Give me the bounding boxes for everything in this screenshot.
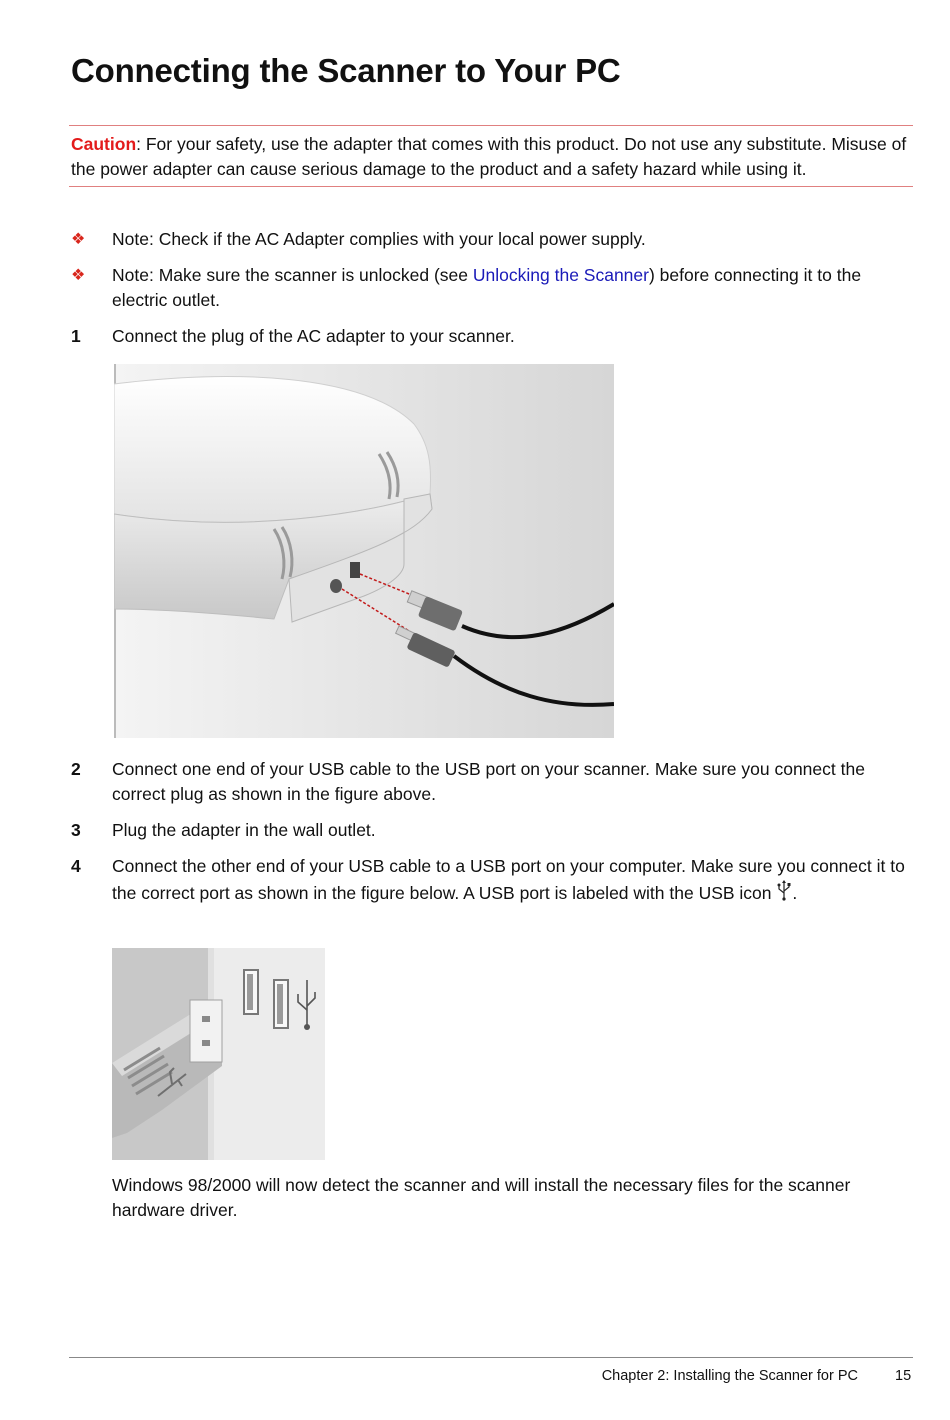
- note-text: Note: Check if the AC Adapter complies with your local power supply.: [112, 229, 646, 249]
- usb-port-figure: [112, 948, 325, 1160]
- diamond-bullet-icon: ❖: [71, 231, 86, 248]
- closing-paragraph: [71, 1173, 911, 1223]
- footer-page-number: 15: [895, 1368, 912, 1384]
- note-text-after: ) before connecting it to the electric outlet.: [112, 265, 862, 310]
- usb-icon: [776, 879, 792, 901]
- note-text: [112, 263, 911, 313]
- step-item: [71, 757, 911, 807]
- caution-label: Caution: [71, 134, 137, 154]
- note-text-before: Note: Make sure the scanner is unlocked (see: [112, 265, 473, 285]
- footer-chapter: Chapter 2: Installing the Scanner for PC: [601, 1368, 858, 1384]
- step-text-end: .: [792, 883, 798, 903]
- note-item: [71, 227, 911, 252]
- unlocking-scanner-link[interactable]: Unlocking the Scanner: [472, 265, 649, 285]
- step-text: [112, 854, 911, 906]
- step-text: Plug the adapter in the wall outlet.: [112, 820, 376, 840]
- step-text: Connect one end of your USB cable to the USB port on your scanner. Make sure you connect the correct plug as shown in the figure above.: [112, 759, 865, 804]
- scanner-connection-figure: [114, 364, 614, 738]
- step-item: [71, 854, 911, 906]
- step-text: Connect the plug of the AC adapter to your scanner.: [112, 326, 515, 346]
- step-item: [71, 324, 911, 349]
- step-number: 4: [71, 856, 81, 876]
- step-text-body: Connect the other end of your USB cable to a USB port on your computer. Make sure you connect it to the correct port as shown in the figure below. A USB port is labeled with the USB icon: [112, 856, 905, 903]
- caution-text: : For your safety, use the adapter that comes with this product. Do not use any substitute. Misuse of the power adapter can cause serious damage to the product and a safety hazard while using it.: [71, 134, 907, 179]
- caution-box: [69, 125, 913, 187]
- page-title: Connecting the Scanner to Your PC: [71, 52, 621, 89]
- footer-rule: [69, 1357, 913, 1358]
- step-number: 1: [71, 326, 81, 346]
- closing-text: Windows 98/2000 will now detect the scanner and will install the necessary files for the scanner hardware driver.: [112, 1175, 851, 1220]
- step-number: 2: [71, 759, 81, 779]
- step-item: [71, 818, 911, 843]
- diamond-bullet-icon: ❖: [71, 267, 86, 284]
- note-item: [71, 263, 911, 313]
- step-number: 3: [71, 820, 81, 840]
